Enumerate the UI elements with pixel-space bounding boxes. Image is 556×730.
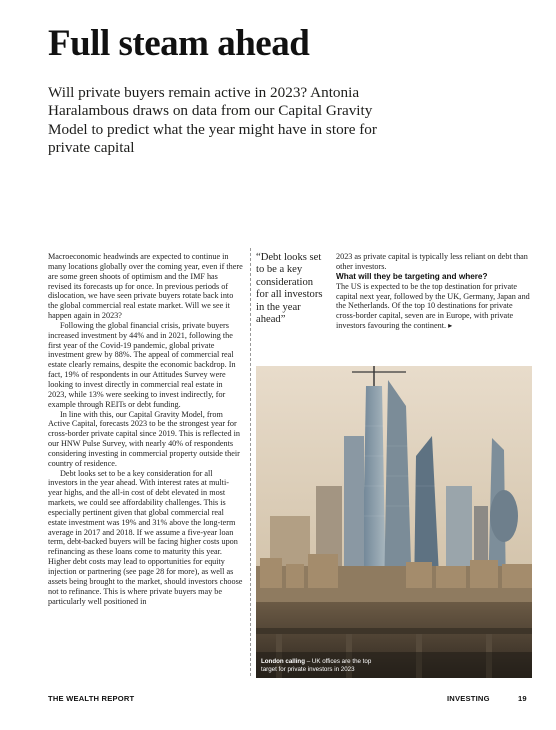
section-subhead: What will they be targeting and where? [336, 271, 488, 281]
pull-quote: “Debt looks set to be a key consideration for all investors in the year ahead” [256, 252, 323, 326]
column-divider [250, 248, 251, 676]
section-name: INVESTING [447, 694, 490, 703]
body-paragraph [336, 282, 532, 331]
article-title: Full steam ahead [48, 23, 310, 64]
body-continuation: 2023 as private capital is typically less reliant on debt than other investors. [336, 252, 528, 271]
publication-name: THE WEALTH REPORT [48, 694, 135, 703]
body-column-3 [336, 252, 532, 331]
caption-title: London calling [261, 658, 305, 666]
caption-text: – UK offices are the top target for private investors in 2023 [261, 658, 372, 673]
body-paragraph: In line with this, our Capital Gravity Model, from Active Capital, forecasts 2023 to be the strongest year for cross-border private capital since 2019. This is reflected in our HNW Pulse Survey, with nearly 40% of respondents considering investing in commercial property outside their country of residence. [48, 409, 240, 468]
london-skyline-photo [256, 366, 532, 678]
standfirst: Will private buyers remain active in 2023? Antonia Haralambous draws on data from our Capital Gravity Model to predict what the year might have in store for private capital [48, 84, 377, 157]
body-paragraph: Debt looks set to be a key consideration for all investors in the year ahead. With interest rates at multi-year highs, and the all-in cost of debt elevated in most markets, we could see affordability challenges. This is especially pertinent given that global commercial real estate investment was 19% and 31% above the long-term average in 2017 and 2018. If we assume a five-year loan term, debt-backed buyers will be facing higher costs upon refinancing as these loans come to maturity this year. Higher debt costs may lead to opportunities for equity injection or partnering (see page 28 for more), as well as assets being brought to the market, should investors choose not to refinance. This is where private buyers may be particularly well positioned in [48, 468, 243, 606]
photo-caption [261, 658, 381, 673]
body-paragraph-text: The US is expected to be the top destination for private capital next year, followed by the UK, Germany, Japan and the Netherlands. Of the top 10 destinations for private cross-border capital, seven are in Europe, with private investors favouring the continent. [336, 281, 530, 331]
end-mark-icon: ▸ [448, 321, 453, 331]
body-paragraph: Following the global financial crisis, private buyers increased investment by 44% and in 2021, following the first year of the Covid-19 pandemic, global private investment grew by 88%. The appeal of commercial real estate clearly remains, despite the economic backdrop. In fact, 19% of respondents in our Attitudes Survey were looking to invest directly in commercial real estate in 2023, while 13% were seeking to invest indirectly, for example through REITs or debt funding. [48, 320, 236, 409]
body-column-1 [48, 252, 243, 606]
skyline-illustration [256, 366, 532, 678]
page-number: 19 [518, 694, 527, 703]
body-paragraph: Macroeconomic headwinds are expected to continue in many locations globally over the coming year, even if there are some green shoots of optimism and the IMF has revised its forecasts up for once. In previous periods of dislocation, we have seen private buyers rotate back into the global commercial real estate market. Will we see it happen again in 2023? [48, 252, 243, 321]
